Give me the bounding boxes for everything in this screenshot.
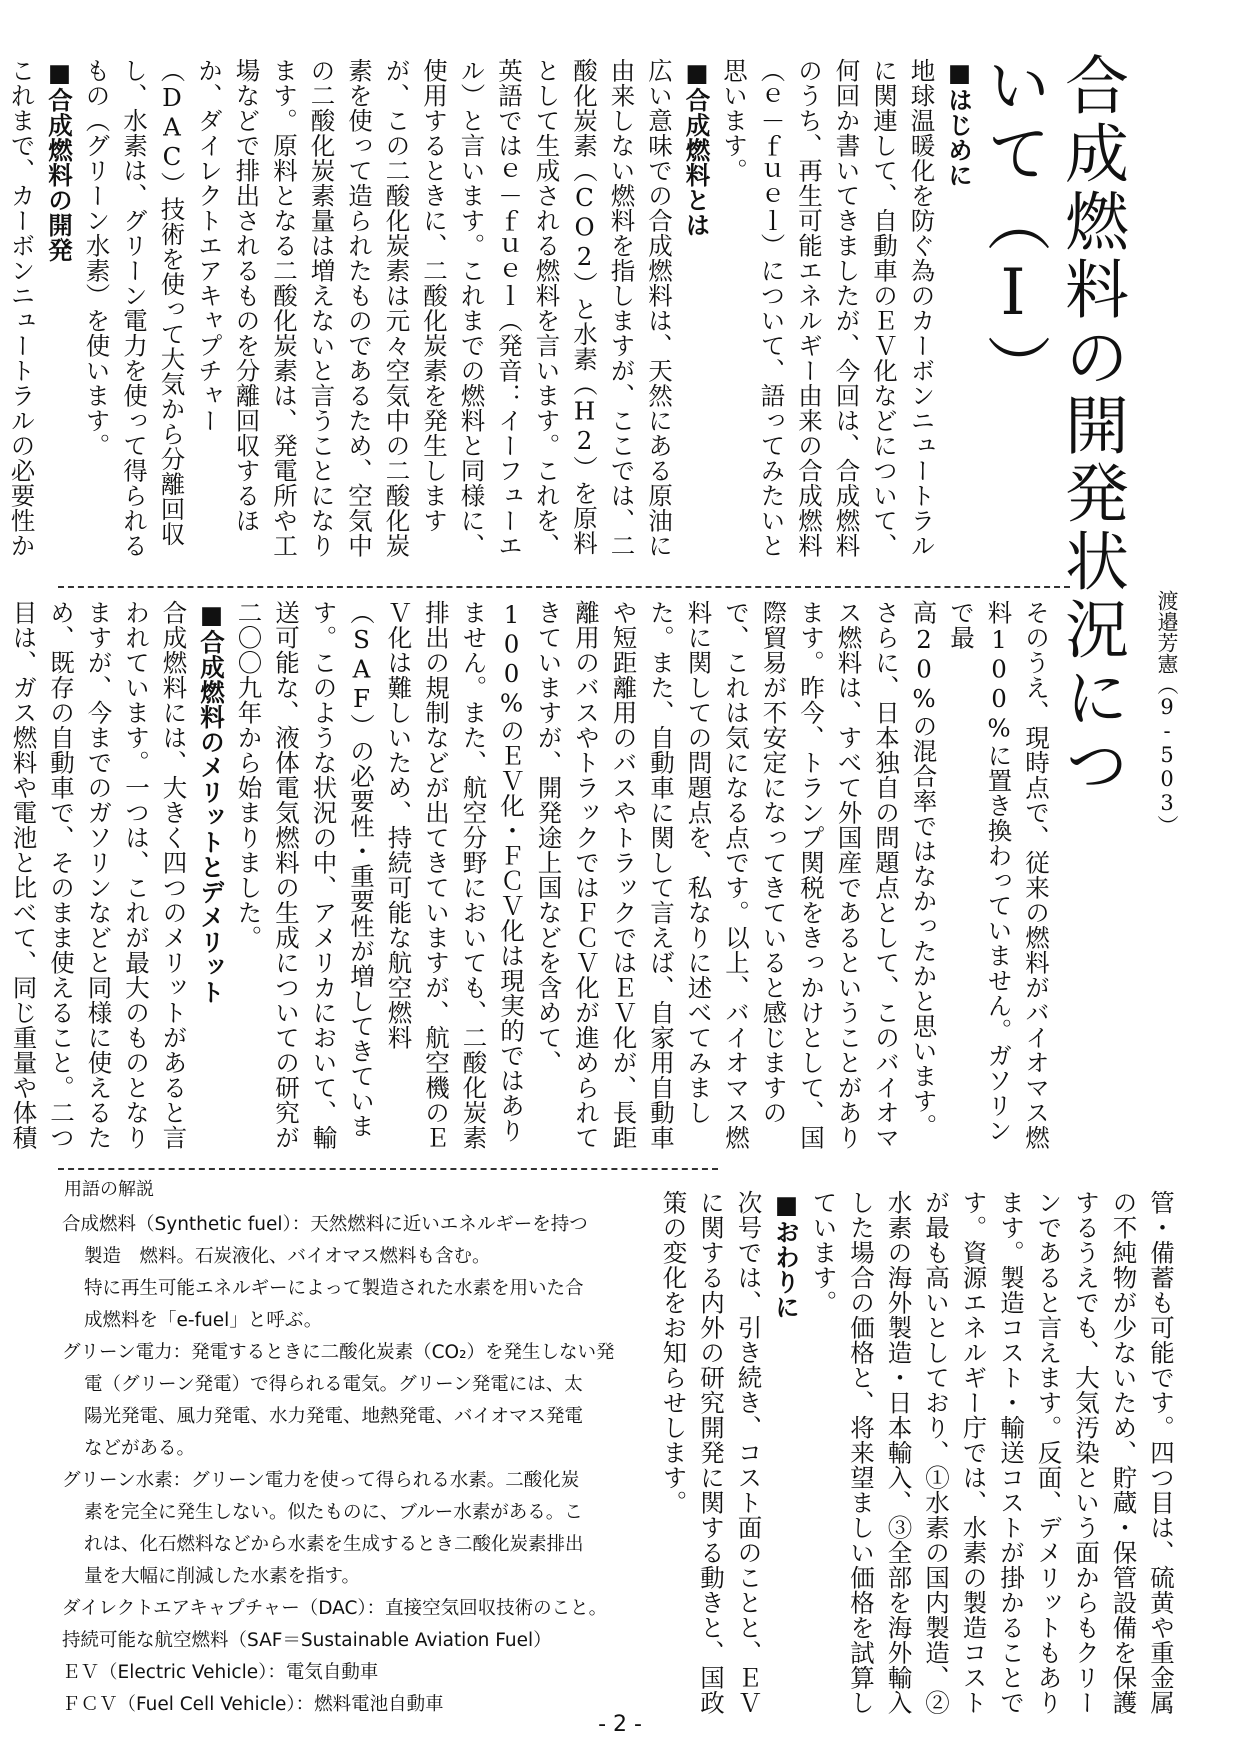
section-body-intro: 地球温暖化を防ぐ為のカーボンニュートラルに関連して、自動車のＥＶ化などについて、何回か書いてきましたが、今回は、合成燃料のうち、再生可能エネルギー由来の合成燃料（ｅ－ｆｕｅｌ）について、語ってみたいと思います。 — [720, 58, 937, 558]
author-byline: 渡邉芳憲（9-503） — [1155, 590, 1179, 836]
section-heading-closing: ■おわりに — [772, 1190, 801, 1320]
glossary-divider — [58, 1168, 718, 1170]
page-number: - 2 - — [598, 1712, 642, 1737]
glossary-line: 量を大幅に削減した水素を指す。 — [84, 1566, 361, 1587]
section-body-side: そのうえ、現時点で、従来の燃料がバイオマス燃料100%に置き換わっていません。ガソリンで最 — [947, 600, 1051, 1150]
glossary-line: ＥＶ（Electric Vehicle）：電気自動車 — [62, 1662, 379, 1683]
glossary-line: 成燃料を「e-fuel」と呼ぶ。 — [84, 1310, 323, 1331]
glossary-line: グリーン水素：グリーン電力を使って得られる水素。二酸化炭 — [62, 1470, 580, 1491]
section-body-closing: 次号では、引き続き、コスト面のことと、ＥＶに関する内外の研究開発に関する動きと、国政策の変化をお知らせします。 — [659, 1190, 764, 1715]
section-heading-what: ■合成燃料とは — [682, 58, 712, 238]
glossary-line: などがある。 — [84, 1438, 196, 1459]
glossary-line: 陽光発電、風力発電、水力発電、地熱発電、バイオマス発電 — [84, 1406, 583, 1427]
glossary-line: グリーン電力：発電するときに二酸化炭素（CO₂）を発生しない発 — [62, 1342, 615, 1363]
glossary-line: 合成燃料（Synthetic fuel）：天然燃料に近いエネルギーを持つ — [62, 1214, 588, 1235]
glossary-line: 持続可能な航空燃料（SAF＝Sustainable Aviation Fuel） — [62, 1630, 552, 1651]
section-body-development: これまで、カーボンニュートラルの必要性か — [7, 58, 37, 558]
section-body-storage: 管・備蓄も可能です。四つ目は、硫黄や重金属の不純物が少ないため、貯蔵・保管設備を保護するうえでも、大気汚染という面からもクリーンであると言えます。反面、デメリットもあります。製造コスト・輸送コストが掛かることです。資源エネルギー庁では、水素の製造コストが最も高いとしており、①水素の国内製造、②水素の海外製造・日本輸入、③全部を海外輸入した場合の価格と、将来望ましい価格を試算しています。 — [809, 1190, 1176, 1715]
article-top-block — [7, 58, 978, 558]
article-title: 合成燃料の開発状況について（Ⅰ） — [976, 52, 1128, 800]
section-heading-intro: ■はじめに — [945, 58, 974, 188]
section-heading-development: ■合成燃料の開発 — [45, 58, 74, 263]
glossary-line: れは、化石燃料などから水素を生成するとき二酸化炭素排出 — [84, 1534, 584, 1555]
glossary-line: ダイレクトエアキャプチャー（DAC）：直接空気回収技術のこと。 — [62, 1598, 608, 1619]
section-body-what: 広い意味での合成燃料は、天然にある原油に由来しない燃料を指しますが、ここでは、二酸化炭素（CO2）と水素（H2）を原料として生成される燃料を言います。これを、英語ではｅ－ｆｕｅｌ（発音：イーフューエル）と言います。これまでの燃料と同様に、使用するときに、二酸化炭素を発生しますが、この二酸化炭素は元々空気中の二酸化炭素を使って造られたものであるため、空気中の二酸化炭素量は増えないと言うことになります。原料となる二酸化炭素は、発電所や工場などで排出されるものを分離回収するほか、ダイレクトエアキャプチャー（DAC）技術を使って大気から分離回収し、水素は、グリーン電力を使って得られるもの（グリーン水素）を使います。 — [82, 58, 674, 558]
glossary-line: ＦＣＶ（Fuel Cell Vehicle）：燃料電池自動車 — [62, 1694, 444, 1715]
glossary-line: 素を完全に発生しない。似たものに、ブルー水素がある。こ — [84, 1502, 583, 1523]
section-body-merit: 合成燃料には、大きく四つのメリットがあると言われています。一つは、これが最大のものとなりますが、今までのガソリンなどと同様に使えるため、既存の自動車で、そのまま使えること。二つ目は、ガス燃料や電池と比べて、同じ重量や体積 — [9, 600, 189, 1150]
glossary-line: 製造 燃料。石炭液化、バイオマス燃料も含む。 — [84, 1246, 491, 1267]
article-middle-block — [9, 600, 1055, 1160]
section-heading-merit: ■合成燃料のメリットとデメリット — [197, 600, 226, 1005]
section-body-continued: 高20%の混合率ではなかったかと思います。さらに、日本独自の問題点として、このバイオマス燃料は、すべて外国産であるということがあります。昨今、トランプ関税をきっかけとして、国際貿易が不安定になってきていると感じますので、これは気になる点です。以上、バイオマス燃料に関しての問題点を、私なりに述べてみました。また、自動車に関して言えば、自家用自動車や短距離用のバスやトラックではＥＶ化が、長距離用のバスやトラックではＦＣＶ化が進められてきていますが、開発途上国などを含めて、100%のＥＶ化・ＦＣＶ化は現実的ではありません。また、航空分野においても、二酸化炭素排出の規制などが出てきていますが、航空機のＥＶ化は難しいため、持続可能な航空燃料（SAF）の必要性・重要性が増してきています。このような状況の中、アメリカにおいて、輸送可能な、液体電気燃料の生成についての研究が二〇〇九年から始まりました。 — [234, 600, 939, 1150]
section-divider — [58, 586, 1070, 588]
glossary-title: 用語の解説 — [64, 1179, 154, 1200]
glossary-line: 特に再生可能エネルギーによって製造された水素を用いた合 — [84, 1278, 584, 1299]
article-bottom-block — [659, 1190, 1180, 1735]
glossary-line: 電（グリーン発電）で得られる電気。グリーン発電には、太 — [84, 1374, 583, 1395]
